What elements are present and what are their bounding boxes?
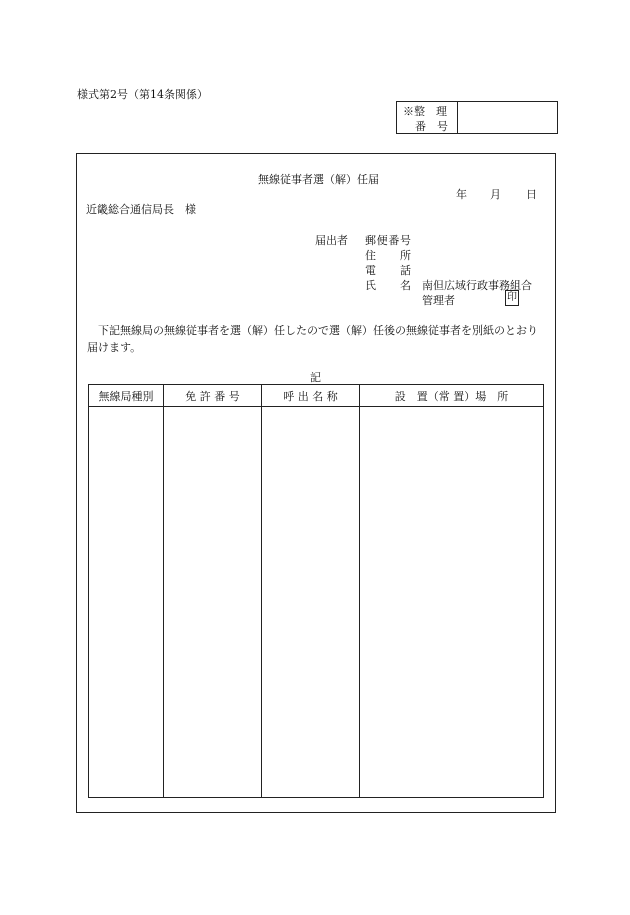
cell-location[interactable] — [360, 407, 544, 798]
date-day-label: 日 — [526, 188, 537, 201]
postal-code-label: 郵便番号 — [365, 234, 411, 247]
box-divider — [457, 102, 458, 133]
cell-call-sign[interactable] — [262, 407, 360, 798]
ki-heading: 記 — [310, 371, 321, 384]
applicant-name: 南但広域行政事務組合 — [422, 279, 532, 292]
phone-label: 電話 — [365, 264, 411, 277]
applicant-label: 届出者 — [315, 234, 348, 247]
header-location: 設 置（常 置）場 所 — [360, 385, 544, 407]
cell-license-number[interactable] — [164, 407, 262, 798]
form-number-label: 様式第2号（第14条関係） — [77, 88, 208, 101]
recipient: 近畿総合通信局長 様 — [86, 203, 196, 216]
reference-label-line1: ※整 理 — [403, 105, 447, 118]
reference-label-line2: 番 号 — [415, 120, 448, 133]
cell-station-type[interactable] — [89, 407, 164, 798]
header-call-sign: 呼 出 名 称 — [262, 385, 360, 407]
header-license-number: 免 許 番 号 — [164, 385, 262, 407]
body-text: 下記無線局の無線従事者を選（解）任したので選（解）任後の無線従事者を別紙のとおり届けます。 — [87, 324, 538, 354]
date-year-label: 年 — [456, 188, 467, 201]
table-header-row — [89, 385, 544, 407]
reference-number-box — [396, 101, 558, 134]
name-label: 氏名 — [365, 279, 411, 292]
table-row — [89, 407, 544, 798]
address-label: 住所 — [365, 249, 411, 262]
date-month-label: 月 — [490, 188, 501, 201]
manager-title: 管理者 — [422, 294, 455, 307]
document-title: 無線従事者選（解）任届 — [258, 173, 379, 186]
header-station-type: 無線局種別 — [89, 385, 164, 407]
seal-mark: 印 — [505, 290, 519, 306]
station-table — [88, 384, 544, 798]
